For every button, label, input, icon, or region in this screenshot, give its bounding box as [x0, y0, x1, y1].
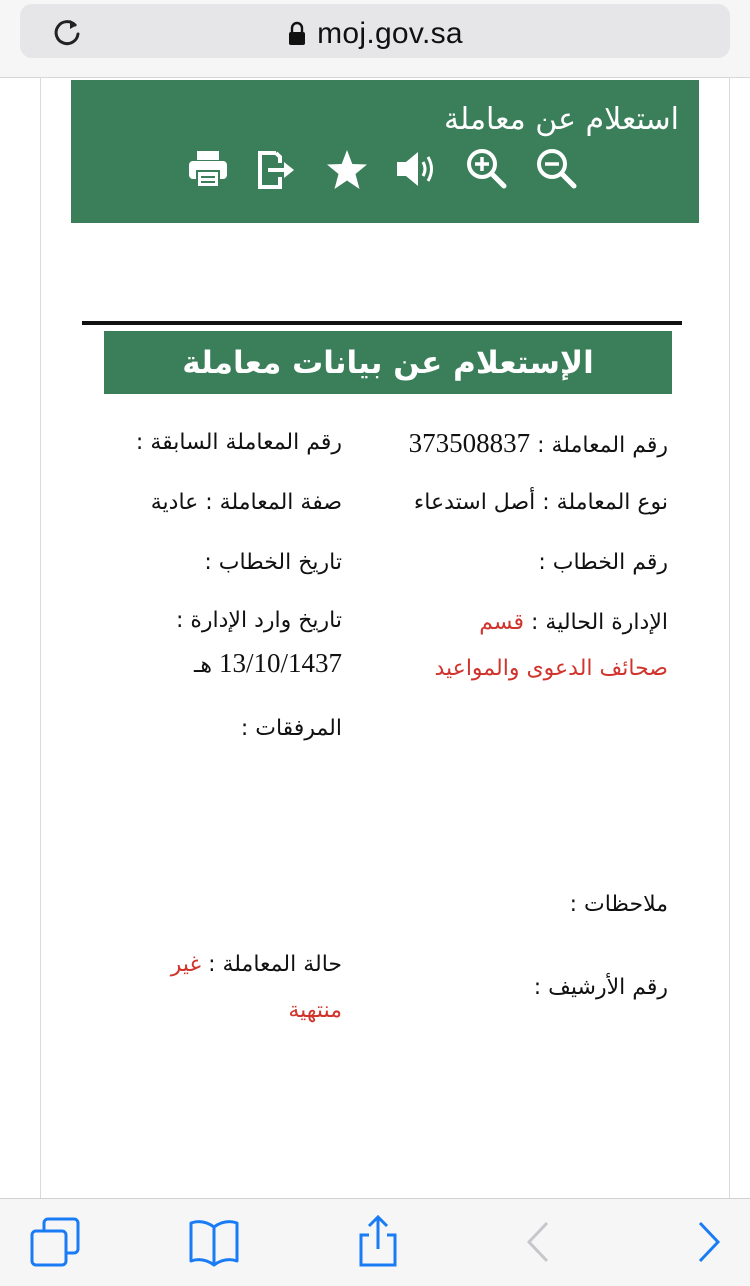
back-icon[interactable]: [511, 1215, 565, 1269]
previous-number-label: رقم المعاملة السابقة :: [135, 430, 342, 455]
lock-icon: [287, 21, 307, 47]
section-title: الإستعلام عن بيانات معاملة: [104, 331, 672, 394]
status-value-2: منتهية: [288, 998, 342, 1023]
status-value-1: غير: [170, 952, 202, 977]
department-label: الإدارة الحالية :: [531, 610, 668, 635]
transaction-capacity-row: [151, 490, 342, 515]
share-icon[interactable]: [351, 1215, 405, 1269]
section-divider: [82, 321, 682, 325]
department-value-2: صحائف الدعوى والمواعيد: [434, 656, 668, 681]
status-label: حالة المعاملة :: [208, 952, 342, 977]
transaction-type-row: [414, 490, 668, 515]
transaction-type-label: نوع المعاملة :: [542, 490, 668, 515]
transaction-type-value: أصل استدعاء: [413, 490, 536, 515]
address-bar[interactable]: [20, 4, 730, 58]
notes-label: ملاحظات :: [569, 892, 668, 917]
zoom-in-icon[interactable]: [464, 146, 508, 190]
transaction-number-label: رقم المعاملة :: [537, 433, 668, 458]
incoming-date-row: [194, 648, 342, 679]
transaction-capacity-label: صفة المعاملة :: [205, 490, 342, 515]
star-icon[interactable]: [325, 148, 369, 192]
tabs-icon[interactable]: [28, 1215, 82, 1269]
forward-icon[interactable]: [682, 1215, 736, 1269]
browser-top-bar: [0, 0, 750, 78]
incoming-date-suffix: هـ: [193, 653, 212, 678]
page-frame: [40, 78, 730, 1198]
attachments-label: المرفقات :: [240, 716, 342, 741]
print-icon[interactable]: [186, 147, 230, 191]
export-icon[interactable]: [254, 147, 298, 191]
speaker-icon[interactable]: [394, 147, 438, 191]
bookmarks-icon[interactable]: [187, 1215, 241, 1269]
incoming-date-label: تاريخ وارد الإدارة :: [175, 608, 342, 633]
transaction-number-row: [409, 428, 668, 459]
archive-number-label: رقم الأرشيف :: [533, 975, 668, 1000]
page-title: استعلام عن معاملة: [443, 102, 679, 137]
letter-date-label: تاريخ الخطاب :: [204, 550, 342, 575]
letter-number-label: رقم الخطاب :: [538, 550, 668, 575]
department-value-1: قسم: [479, 610, 525, 635]
transaction-capacity-value: عادية: [150, 490, 199, 515]
incoming-date-value: 13/10/1437: [218, 648, 342, 678]
department-row: [479, 610, 668, 635]
url-text: moj.gov.sa: [317, 17, 463, 50]
letter-number-row: [538, 550, 668, 575]
zoom-out-icon[interactable]: [534, 146, 578, 190]
header-panel: [71, 80, 699, 223]
browser-bottom-bar: [0, 1198, 750, 1286]
status-row: [171, 952, 342, 977]
transaction-number-value: 373508837: [408, 428, 531, 458]
